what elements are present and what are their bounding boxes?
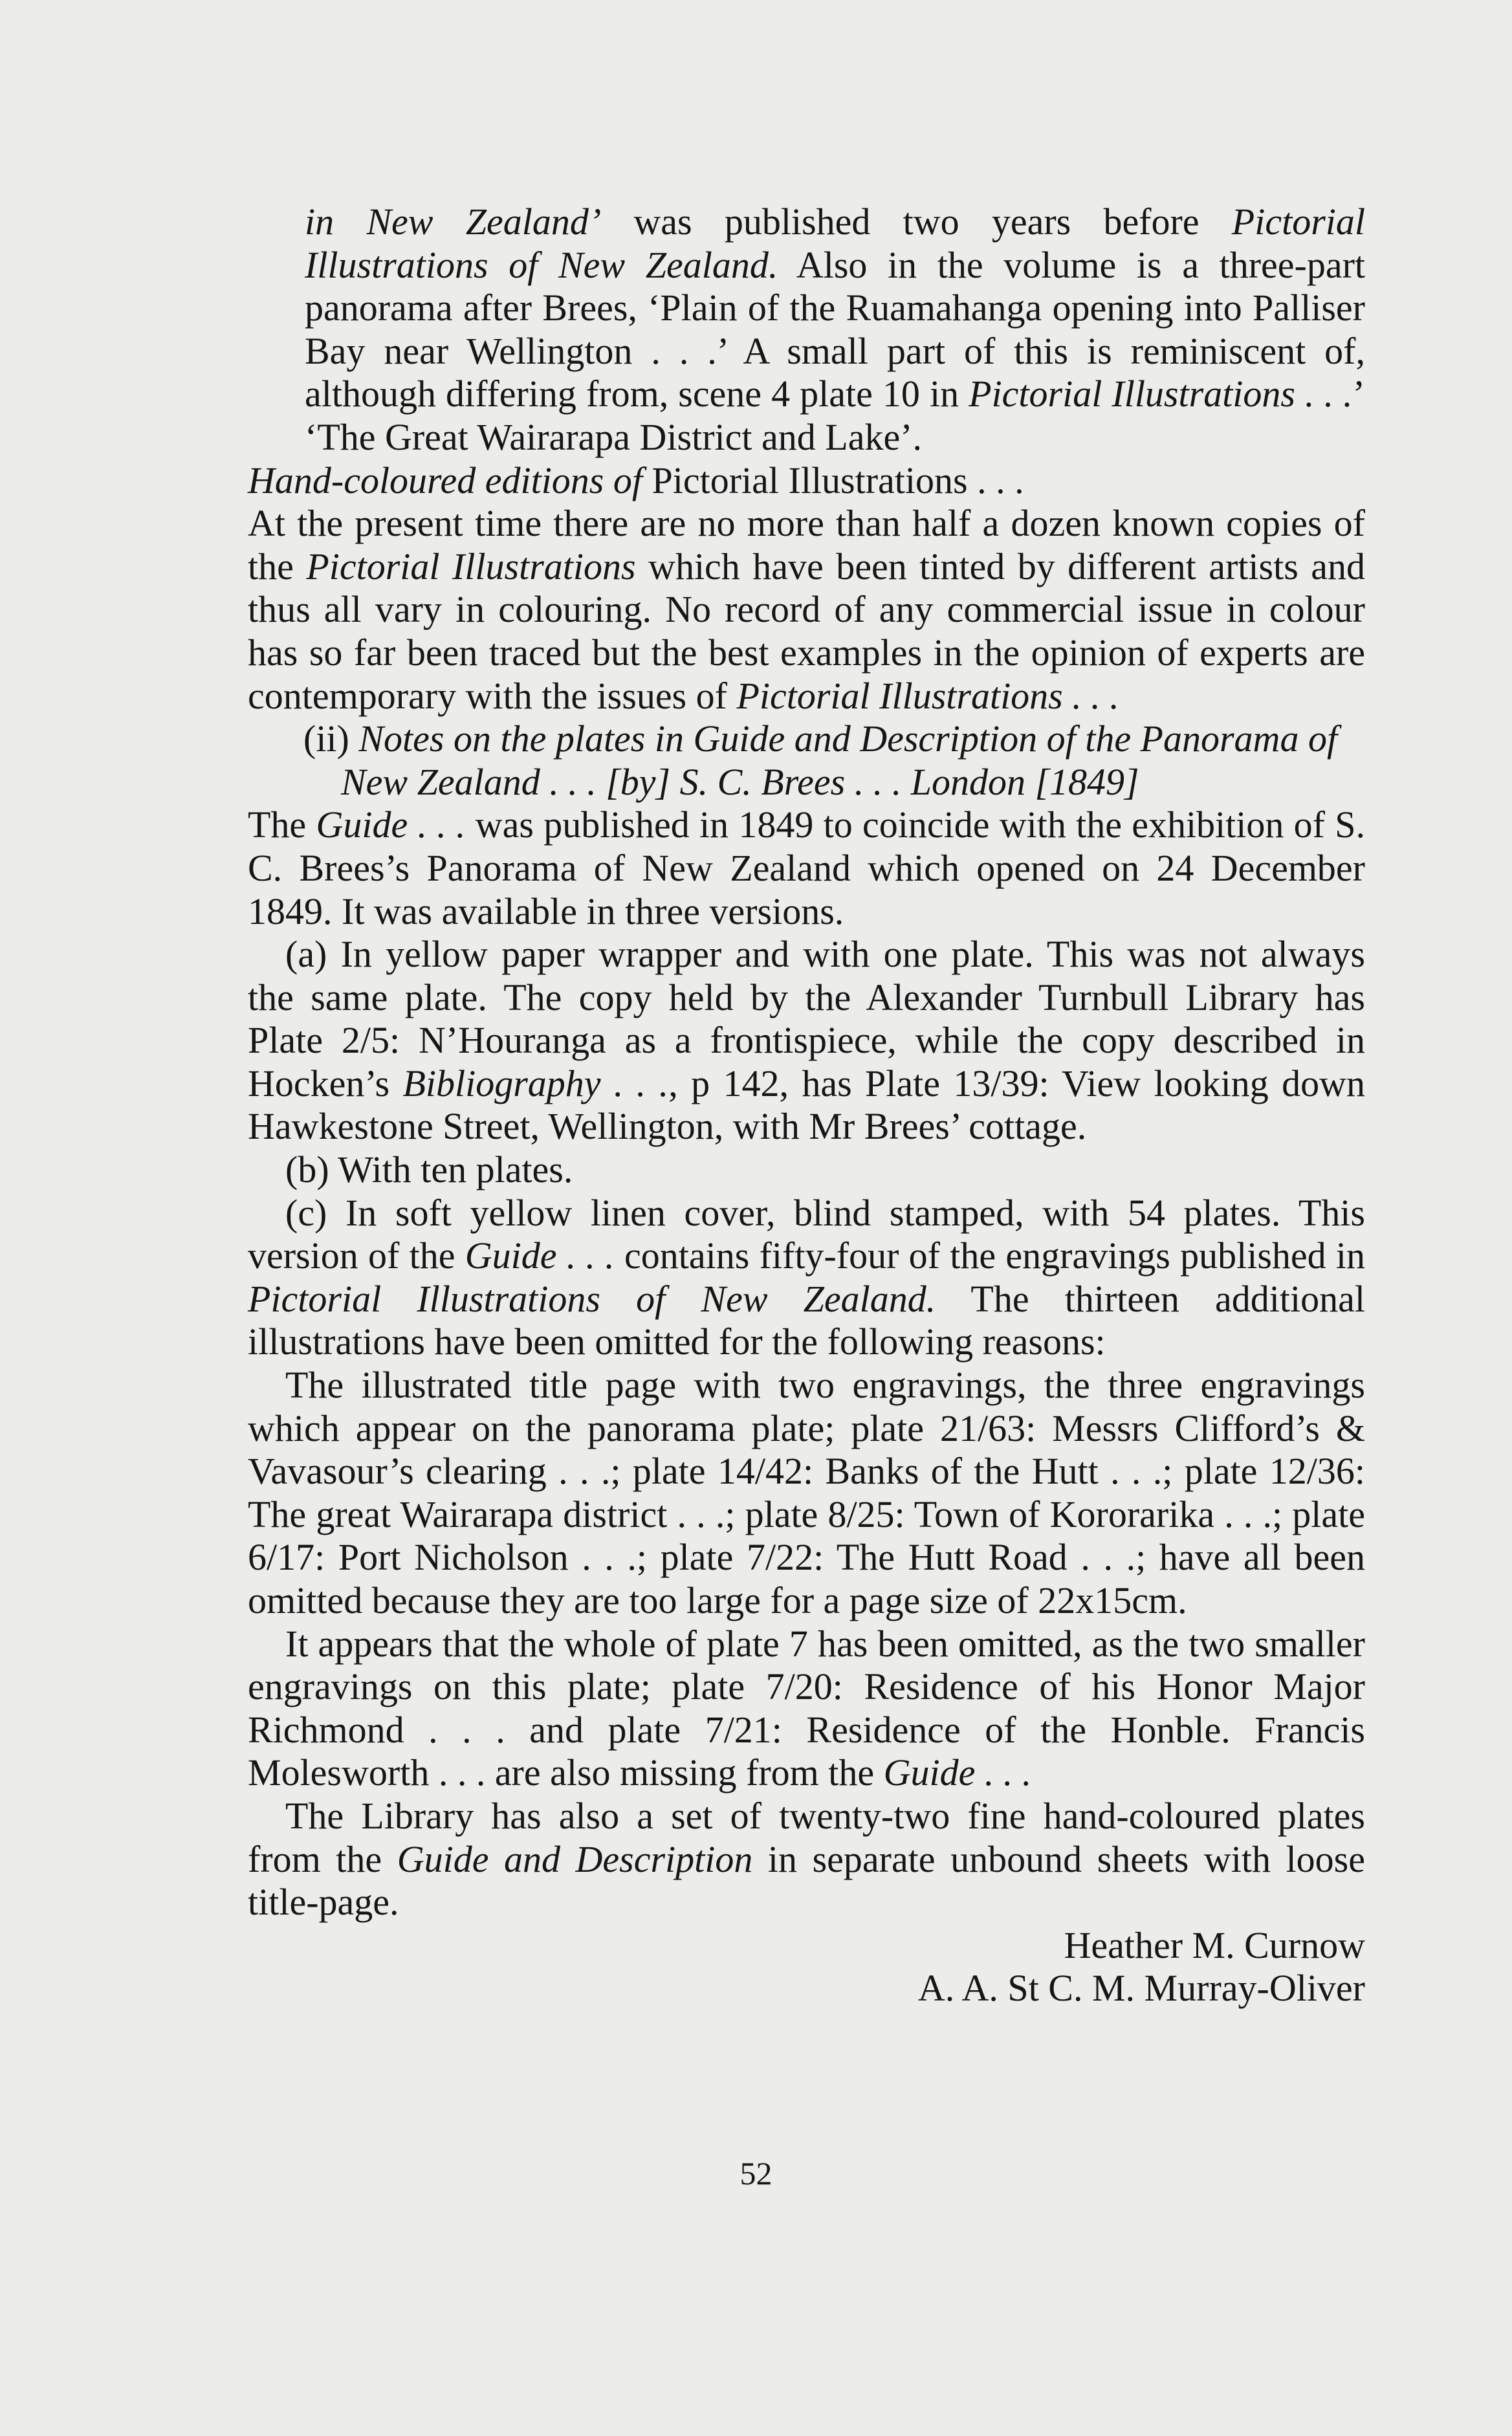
text-run: Pictorial Illustrations of New Zealand. <box>305 201 1365 286</box>
signature-murray-oliver: A. A. St C. M. Murray-Oliver <box>917 1967 1365 2010</box>
paragraph-guide-published <box>248 804 1365 933</box>
text-run: Pictorial Illustrations <box>306 545 636 587</box>
text-run: in New Zealand’ <box>305 201 602 243</box>
paragraph-present-time <box>248 502 1365 718</box>
text-run: (a) In yellow paper wrapper and with one plate. This was not always the same plate. The copy held by the Alexander Turnbull Library has Plate 2/5: N’Houranga as a frontispiece, while the copy described in Hocken’s <box>248 933 1365 1104</box>
text-run: It appears that the whole of plate 7 has been omitted, as the two smaller engravings on this plate; plate 7/20: Residence of his Honor Major Richmond . . . and plate 7/21: Residence of the Honble. Francis Molesworth . . . are also missing from the <box>248 1622 1365 1794</box>
paragraph-title-page <box>248 1364 1365 1623</box>
paragraph-version-a <box>248 933 1365 1148</box>
text-run: contains fifty-four of the engravings published in <box>614 1234 1366 1277</box>
text-run: The Library has also a set of twenty-two fine hand-coloured plates from the <box>248 1794 1365 1880</box>
paragraph-continuation <box>248 201 1365 459</box>
paragraph-version-c <box>248 1192 1365 1364</box>
signature-curnow: Heather M. Curnow <box>1064 1924 1365 1966</box>
text-run: Guide . . . <box>316 804 466 846</box>
text-run: Pictorial Illustrations of New Zealand. <box>248 1277 936 1320</box>
body-text <box>248 201 1365 2010</box>
text-run: Pictorial Illustrations . . . <box>969 373 1353 415</box>
text-run: Guide . . . <box>465 1234 615 1277</box>
paragraph-version-b <box>248 1148 1365 1192</box>
paragraph-plate-7 <box>248 1623 1365 1795</box>
text-run: was published two years before <box>601 201 1232 243</box>
text-run: Bibliography . . . <box>402 1062 669 1104</box>
text-run: , p 142, has Plate 13/39: View looking down Hawkestone Street, Wellington, with Mr Brees’ cottage. <box>248 1062 1366 1148</box>
text-run: (ii) <box>303 718 359 760</box>
text-run: in separate unbound sheets with loose title-page. <box>248 1838 1365 1924</box>
text-run: (c) In soft yellow linen cover, blind stamped, with 54 plates. This version of the <box>248 1191 1365 1277</box>
text-run: The illustrated title page with two engravings, the three engravings which appear on the panorama plate; plate 21/63: Messrs Clifford’s & Vavasour’s clearing . . .; plate 14/42: Banks of the Hutt . . .; plate 12/36: The great Wairarapa district . . .; plate 8/25: Town of Kororarika . . .; plate 6/17: Port Nicholson . . .; plate 7/22: The Hutt Road . . .; have all been omitted because they are too large for a page size of 22x15cm. <box>248 1364 1365 1621</box>
paragraph-library-set <box>248 1795 1365 1924</box>
text-run: The <box>248 804 316 846</box>
text-run: which have been tinted by different artists and thus all vary in colouring. No record of any commercial issue in colour has so far been traced but the best examples in the opinion of experts are contemporary with the issues of <box>248 545 1365 717</box>
text-run: Hand-coloured editions of <box>248 459 642 501</box>
text-run: Guide . . . <box>883 1751 1032 1794</box>
text-run: Pictorial Illustrations . . . <box>736 674 1119 717</box>
text-run: (b) With ten plates. <box>285 1148 573 1191</box>
text-run: ’ ‘The Great Wairarapa District and Lake’. <box>305 373 1365 458</box>
text-run: was published in 1849 to coincide with the exhibition of S. C. Brees’s Panorama of New Zealand which opened on 24 December 1849. It was available in three versions. <box>248 804 1365 932</box>
heading-hand-coloured-editions <box>248 459 1365 503</box>
text-run: Also in the volume is a three-part panorama after Brees, ‘Plain of the Ruamahanga opening into Palliser Bay near Wellington . . .’ A small part of this is reminiscent of, although differing from, scene 4 plate 10 in <box>305 243 1365 415</box>
heading-notes-on-plates <box>248 718 1365 804</box>
text-run: Notes on the plates in Guide and Description of the Panorama of New Zealand . . . [by] S. C. Brees . . . London [1849] <box>341 718 1338 803</box>
text-run: Guide and Description <box>397 1838 753 1880</box>
text-run: Pictorial Illustrations . . . <box>642 459 1024 501</box>
text-run: The thirteen additional illustrations have been omitted for the following reasons: <box>248 1277 1365 1363</box>
page-number: 52 <box>740 2155 772 2191</box>
text-run: At the present time there are no more than half a dozen known copies of the <box>248 502 1365 587</box>
